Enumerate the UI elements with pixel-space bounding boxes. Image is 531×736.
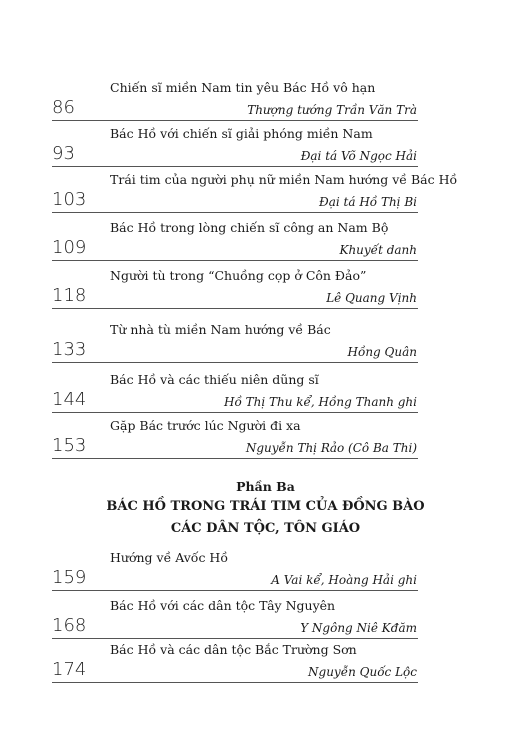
entry-page-number: 86 [52,97,75,118]
entry-page-number: 168 [52,615,87,636]
entry-divider [52,458,418,459]
entry-page-number: 93 [52,143,75,164]
entry-divider [52,638,418,639]
entry-title: Bác Hồ với chiến sĩ giải phóng miền Nam [110,126,373,141]
toc-entry [0,268,531,314]
toc-entry [0,126,531,172]
entry-divider [52,412,418,413]
entry-divider [52,166,418,167]
toc-entry [0,418,531,464]
entry-author: A Vai kể, Hoàng Hải ghi [271,573,417,587]
entry-author: Nguyễn Thị Rảo (Cô Ba Thi) [245,441,417,455]
entry-author: Đại tá Võ Ngọc Hải [300,149,417,163]
entry-title: Gặp Bác trước lúc Người đi xa [110,418,301,433]
entry-title: Từ nhà tù miền Nam hướng về Bác [110,322,331,337]
toc-entry [0,550,531,596]
entry-title: Bác Hồ và các thiếu niên dũng sĩ [110,372,319,387]
entry-page-number: 109 [52,237,87,258]
entry-author: Hồng Quân [347,345,417,359]
toc-entry [0,80,531,126]
entry-author: Khuyết danh [339,243,417,257]
toc-entry [0,220,531,266]
entry-author: Nguyễn Quốc Lộc [308,665,417,679]
entry-author: Đại tá Hồ Thị Bi [319,195,417,209]
toc-entry [0,642,531,688]
entry-author: Thượng tướng Trần Văn Trà [247,103,417,117]
entry-page-number: 159 [52,567,87,588]
entry-page-number: 153 [52,435,87,456]
entry-page-number: 103 [52,189,87,210]
entry-author: Lê Quang Vịnh [326,291,417,305]
entry-divider [52,308,418,309]
entry-divider [52,120,418,121]
entry-author: Y Ngông Niê Kđăm [300,621,417,635]
entry-author: Hồ Thị Thu kể, Hồng Thanh ghi [223,395,417,409]
entry-page-number: 174 [52,659,87,680]
entry-title: Bác Hồ với các dân tộc Tây Nguyên [110,598,336,613]
entry-title: Bác Hồ và các dân tộc Bắc Trường Sơn [110,642,357,657]
entry-title: Trái tim của người phụ nữ miền Nam hướng về Bác Hồ [110,172,458,187]
entry-page-number: 144 [52,389,87,410]
entry-divider [52,590,418,591]
entry-divider [52,212,418,213]
entry-divider [52,362,418,363]
section-title-line-2: CÁC DÂN TỘC, TÔN GIÁO [170,521,361,536]
toc-entry [0,322,531,368]
section-title-line-1: BÁC HỒ TRONG TRÁI TIM CỦA ĐỒNG BÀO [106,499,425,514]
entry-title: Hướng về Avốc Hồ [110,550,228,565]
entry-title: Bác Hồ trong lòng chiến sĩ công an Nam Bộ [110,220,389,235]
entry-title: Người tù trong “Chuồng cọp ở Côn Đảo” [110,268,367,283]
toc-entry [0,598,531,644]
entry-page-number: 118 [52,285,87,306]
entry-divider [52,260,418,261]
entry-title: Chiến sĩ miền Nam tin yêu Bác Hồ vô hạn [110,80,376,95]
entry-page-number: 133 [52,339,87,360]
toc-entry [0,372,531,418]
section-label: Phần Ba [236,479,295,494]
entry-divider [52,682,418,683]
toc-entry [0,172,531,218]
